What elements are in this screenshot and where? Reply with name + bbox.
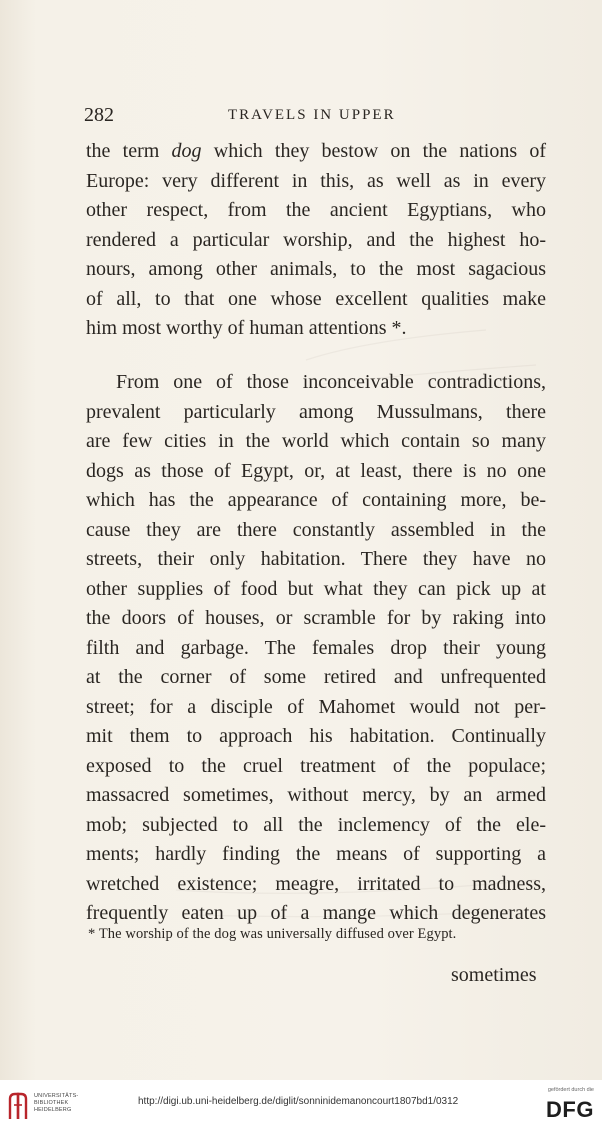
- text-line: exposed to the cruel treatment of the populace;: [86, 754, 546, 777]
- running-head: TRAVELS IN UPPER: [228, 107, 396, 123]
- text-line: other respect, from the ancient Egyptians, who: [86, 199, 546, 221]
- page-header: [84, 104, 550, 128]
- text-line: prevalent particularly among Mussulmans, there: [86, 400, 546, 423]
- text-line: massacred sometimes, without mercy, by an armed: [86, 784, 546, 806]
- library-name: [34, 1093, 78, 1114]
- digitization-footer: [0, 1080, 602, 1130]
- text-line: From one of those inconceivable contradictions,: [116, 371, 546, 393]
- text-line: other supplies of food but what they can pick up at: [86, 577, 546, 600]
- library-name-line: UNIVERSITÄTS-: [34, 1093, 79, 1099]
- text-line: ments; hardly finding the means of supporting a: [86, 843, 546, 865]
- funder-block[interactable]: [524, 1087, 594, 1125]
- library-emblem-icon: [6, 1091, 30, 1121]
- permalink-url[interactable]: http://digi.ub.uni-heidelberg.de/diglit/sonninidemanoncourt1807bd1/0312: [138, 1096, 459, 1107]
- dfg-logo: DFG: [546, 1097, 594, 1122]
- text-line: cause they are there constantly assembled in the: [86, 518, 546, 541]
- text-line: the doors of houses, or scramble for by raking into: [86, 607, 546, 629]
- text-line: frequently eaten up of a mange which degenerates: [86, 902, 546, 924]
- funded-by-label: gefördert durch die: [547, 1087, 594, 1093]
- text-line: Europe: very different in this, as well as in every: [86, 169, 546, 192]
- text-line: mit them to approach his habitation. Continually: [86, 725, 546, 747]
- library-name-line: HEIDELBERG: [34, 1107, 72, 1113]
- text-line: mob; subjected to all the inclemency of the ele-: [86, 813, 546, 836]
- text-line: the term dog which they bestow on the nations of: [86, 140, 546, 162]
- library-name-line: BIBLIOTHEK: [34, 1100, 69, 1106]
- text-line: which has the appearance of containing more, be-: [86, 489, 546, 511]
- text-line: are few cities in the world which contain so many: [86, 430, 546, 452]
- text-line: streets, their only habitation. There they have no: [86, 548, 546, 570]
- paragraph-2: [86, 368, 546, 929]
- text-line: him most worthy of human attentions *.: [86, 317, 407, 339]
- catchword: sometimes: [451, 964, 537, 986]
- text-line: rendered a particular worship, and the highest ho-: [86, 228, 546, 251]
- paragraph-1: [86, 137, 546, 344]
- page-number: 282: [84, 104, 114, 126]
- text-line: wretched existence; meagre, irritated to madness,: [86, 872, 546, 895]
- footnote: * The worship of the dog was universally diffused over Egypt.: [88, 926, 457, 942]
- text-line: of all, to that one whose excellent qualities make: [86, 287, 546, 310]
- text-line: street; for a disciple of Mahomet would not per-: [86, 695, 546, 718]
- university-library-logo[interactable]: [6, 1089, 96, 1123]
- text-line: filth and garbage. The females drop their young: [86, 636, 546, 659]
- text-line: at the corner of some retired and unfrequented: [86, 666, 546, 688]
- italic-word: dog: [171, 140, 202, 162]
- text-line: dogs as those of Egypt, or, at least, there is no one: [86, 459, 546, 482]
- text-line: nours, among other animals, to the most sagacious: [86, 258, 546, 280]
